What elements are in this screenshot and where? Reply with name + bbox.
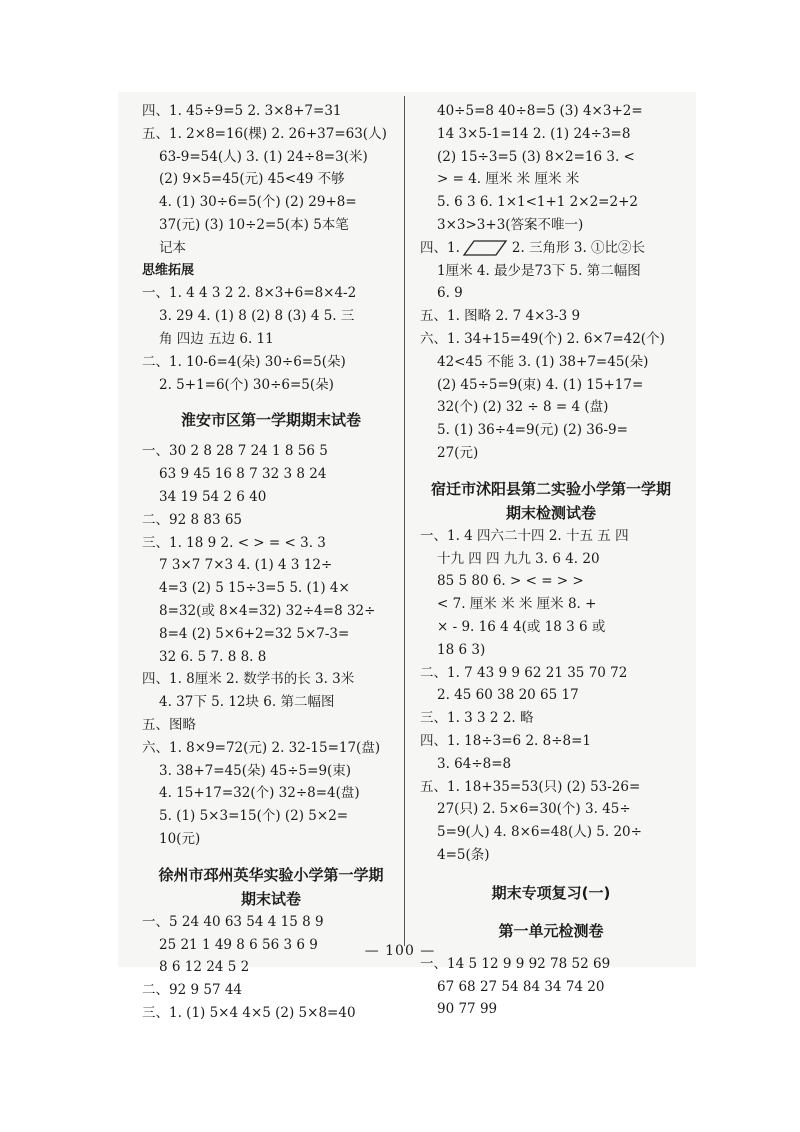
answer-line: 4. 37下 5. 12块 6. 第二幅图: [159, 694, 335, 711]
answer-line: 三、1. (1) 5×4 4×5 (2) 5×8=40: [142, 1004, 356, 1021]
answer-line: 四、1. 8厘米 2. 数学书的长 3. 3米: [142, 671, 355, 688]
answer-line: 三、1. 18 9 2. < > = < 3. 3: [142, 534, 326, 551]
answer-line: 二、92 9 57 44: [142, 982, 242, 999]
answer-line: 一、5 24 40 63 54 4 15 8 9: [142, 913, 324, 930]
answer-line: 3. 29 4. (1) 8 (2) 8 (3) 4 5. 三: [159, 308, 355, 325]
answer-line: 4. (1) 30÷6=5(个) (2) 29+8=: [159, 194, 357, 211]
answer-line: 一、1. 4 4 3 2 2. 8×3+6=8×4-2: [142, 285, 357, 302]
answer-line: 五、1. 图略 2. 7 4×3-3 9: [420, 308, 581, 325]
left-column: [142, 100, 400, 1025]
answer-line: 六、1. 8×9=72(元) 2. 32-15=17(盘): [142, 739, 381, 756]
answer-line: 六、1. 34+15=49(个) 2. 6×7=42(个): [420, 330, 665, 347]
right-column: [420, 100, 682, 1021]
answer-line: 5. (1) 36÷4=9(元) (2) 36-9=: [437, 422, 628, 439]
answer-line: 4=5(条): [437, 846, 490, 863]
answer-line: 4=3 (2) 5 15÷3=5 5. (1) 4×: [159, 580, 350, 597]
answer-line: 一、1. 4 四六二十四 2. 十五 五 四: [420, 527, 629, 544]
answer-line: (2) 45÷5=9(束) 4. (1) 15+17=: [437, 376, 644, 393]
answer-line: 五、1. 2×8=16(棵) 2. 26+37=63(人): [142, 125, 387, 142]
answer-line: 63 9 45 16 8 7 32 3 8 24: [159, 466, 327, 483]
section-title: 徐州市邳州英华实验小学第一学期: [158, 865, 384, 884]
section-title: 期末专项复习(一): [491, 883, 611, 902]
parallelogram-icon: [462, 239, 508, 257]
answer-line: 8 6 12 24 5 2: [159, 959, 250, 976]
answer-line: 37(元) (3) 10÷2=5(本) 5本笔: [159, 216, 349, 233]
answer-line: 8=32(或 8×4=32) 32÷4=8 32÷: [159, 602, 376, 619]
answer-line: 五、图略: [142, 716, 196, 733]
answer-line: 85 5 80 6. > < = > >: [437, 573, 584, 590]
answer-line: 五、1. 18+35=53(只) (2) 53-26=: [420, 778, 641, 795]
answer-line: 40÷5=8 40÷8=5 (3) 4×3+2=: [437, 103, 643, 119]
answer-line: 5. 6 3 6. 1×1<1+1 2×2=2+2: [437, 194, 638, 211]
answer-line: 2. 5+1=6(个) 30÷6=5(朵): [159, 376, 334, 393]
answer-line: (2) 9×5=45(元) 45<49 不够: [159, 171, 345, 188]
answer-line: 1厘米 4. 最少是73下 5. 第二幅图: [437, 262, 641, 279]
section-title: 第一单元检测卷: [498, 921, 604, 940]
answer-line: 67 68 27 54 84 34 74 20: [437, 978, 605, 995]
section-heading: 思维拓展: [142, 262, 195, 278]
page-number: — 100 —: [364, 943, 436, 959]
answer-line: 34 19 54 2 6 40: [159, 488, 267, 505]
answer-line: 7 3×7 7×3 4. (1) 4 3 12÷: [159, 557, 333, 574]
section-title: 期末试卷: [240, 889, 301, 908]
answer-rest: 2. 三角形 3. ①比②长: [511, 239, 646, 256]
answer-line: (2) 15÷3=5 (3) 8×2=16 3. <: [437, 148, 635, 165]
answer-line: 18 6 3): [437, 641, 486, 658]
answer-line: 90 77 99: [437, 1001, 498, 1018]
answer-line: 三、1. 3 3 2 2. 略: [420, 710, 534, 727]
section-title: 淮安市区第一学期期末试卷: [180, 411, 361, 430]
answer-line-with-shape: [420, 237, 682, 260]
section-title: 期末检测试卷: [505, 503, 596, 522]
column-divider: [404, 96, 405, 946]
answer-line: 5=9(人) 4. 8×6=48(人) 5. 20÷: [437, 824, 642, 841]
answer-line: 63-9=54(人) 3. (1) 24÷8=3(米): [159, 148, 368, 165]
answer-line: 一、30 2 8 28 7 24 1 8 56 5: [142, 443, 328, 460]
answer-line: 四、1. 45÷9=5 2. 3×8+7=31: [142, 103, 342, 119]
answer-line: 8=4 (2) 5×6+2=32 5×7-3=: [159, 625, 350, 642]
answer-prefix: 四、1.: [420, 239, 460, 256]
answer-line: 二、1. 10-6=4(朵) 30÷6=5(朵): [142, 353, 346, 370]
section-title: 宿迁市沭阳县第二实验小学第一学期: [430, 479, 671, 498]
answer-line: 32 6. 5 7. 8 8. 8: [159, 648, 267, 665]
answer-line: 25 21 1 49 8 6 56 3 6 9: [159, 936, 318, 953]
answer-line: 27(只) 2. 5×6=30(个) 3. 45÷: [437, 801, 631, 818]
answer-line: 二、92 8 83 65: [142, 511, 242, 528]
answer-line: × - 9. 16 4 4(或 18 3 6 或: [437, 618, 606, 635]
answer-line: 27(元): [437, 444, 479, 461]
answer-line: 一、14 5 12 9 9 92 78 52 69: [420, 955, 611, 972]
answer-line: 记本: [159, 239, 186, 256]
answer-line: 3. 64÷8=8: [437, 755, 512, 772]
answer-line: 42<45 不能 3. (1) 38+7=45(朵): [437, 353, 649, 370]
answer-line: < 7. 厘米 米 米 厘米 8. +: [437, 596, 597, 613]
answer-line: 4. 15+17=32(个) 32÷8=4(盘): [159, 785, 360, 802]
answer-line: 5. (1) 5×3=15(个) (2) 5×2=: [159, 808, 349, 825]
answer-line: 14 3×5-1=14 2. (1) 24÷3=8: [437, 125, 631, 142]
answer-line: 10(元): [159, 830, 201, 847]
answer-line: 二、1. 7 43 9 9 62 21 35 70 72: [420, 664, 628, 681]
answer-line: 十九 四 四 九九 3. 6 4. 20: [437, 550, 600, 567]
answer-line: > = 4. 厘米 米 厘米 米: [437, 171, 580, 188]
answer-line: 6. 9: [437, 285, 463, 302]
answer-line: 3. 38+7=45(朵) 45÷5=9(束): [159, 762, 352, 779]
answer-line: 32(个) (2) 32 ÷ 8 = 4 (盘): [437, 399, 609, 416]
answer-line: 3×3>3+3(答案不唯一): [437, 216, 584, 233]
answer-line: 角 四边 五边 6. 11: [159, 330, 274, 347]
answer-line: 四、1. 18÷3=6 2. 8÷8=1: [420, 732, 592, 749]
answer-line: 2. 45 60 38 20 65 17: [437, 687, 579, 704]
